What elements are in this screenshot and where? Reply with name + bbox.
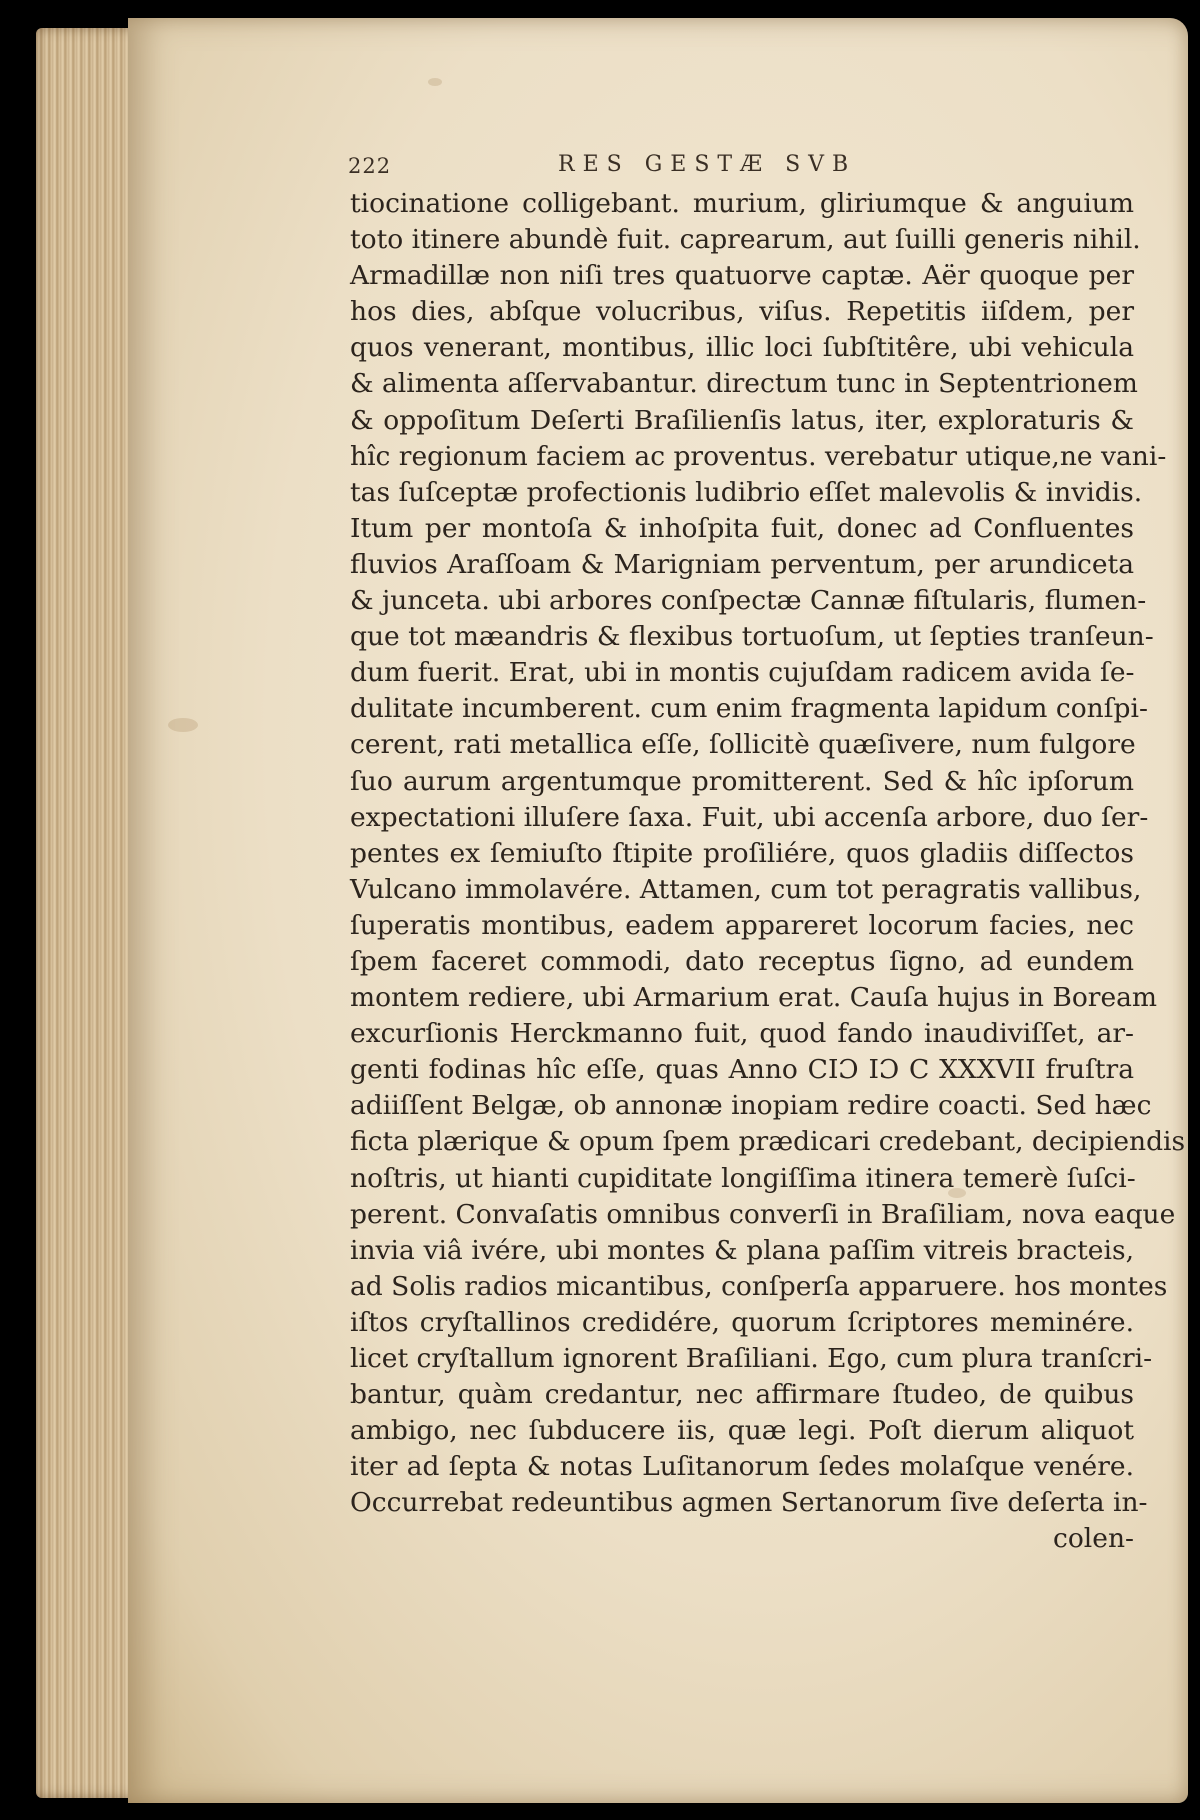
text-line: tiocinatione colligebant. murium, gliriumque & anguium: [350, 188, 1134, 219]
text-line: ad Solis radios micantibus, conſperſa apparuere. hos montes: [350, 1270, 1168, 1302]
foxing-stain: [428, 78, 442, 86]
text-line: ficta plærique & opum ſpem prædicari credebant, decipiendis: [350, 1126, 1186, 1158]
running-title: RES GESTÆ SVB: [558, 152, 857, 177]
text-line: ſuperatis montibus, eadem appareret locorum facies, nec: [350, 909, 1134, 941]
text-line: que tot mæandris & flexibus tortuoſum, ut ſepties tranſeun-: [350, 621, 1154, 653]
text-line: toto itinere abundè fuit. caprearum, aut ſuilli generis nihil.: [350, 224, 1141, 256]
text-line: bantur, quàm credantur, nec affirmare ſtudeo, de quibus: [350, 1379, 1134, 1411]
text-line: expectationi illuſere ſaxa. Fuit, ubi accenſa arbore, duo ſer-: [350, 801, 1149, 833]
text-line: noſtris, ut hianti cupiditate longiſſima itinera temerè ſuſci-: [350, 1162, 1136, 1194]
text-line: Vulcano immolavére. Attamen, cum tot peragratis vallibus,: [350, 873, 1142, 905]
text-line: perent. Convaſatis omnibus converſi in Braſiliam, nova eaque: [350, 1198, 1176, 1230]
text-line: tas ſuſceptæ profectionis ludibrio eſſet malevolis & invidis.: [350, 476, 1143, 508]
text-line: Itum per montoſa & inhoſpita fuit, donec ad Confluentes: [350, 512, 1134, 544]
foxing-stain: [168, 718, 198, 732]
text-line: ſpem faceret commodi, dato receptus ſigno, ad eundem: [350, 945, 1134, 977]
text-line: Occurrebat redeuntibus agmen Sertanorum ſive deſerta in-: [350, 1487, 1148, 1519]
text-line: hîc regionum faciem ac proventus. verebatur utique,ne vani-: [350, 440, 1167, 472]
text-line: invia viâ ivére, ubi montes & plana paſſim vitreis bracteis,: [350, 1234, 1134, 1266]
text-line: adiiſſent Belgæ, ob annonæ inopiam redire coacti. Sed hæc: [350, 1090, 1152, 1122]
text-line: dulitate incumberent. cum enim fragmenta lapidum conſpi-: [350, 693, 1148, 725]
catchword: colen-: [1053, 1523, 1134, 1555]
text-line: ſuo aurum argentumque promitterent. Sed & hîc ipſorum: [350, 765, 1134, 797]
page-number: 222: [348, 154, 392, 178]
text-line: ambigo, nec ſubducere iis, quæ legi. Poſt dierum aliquot: [350, 1415, 1134, 1447]
text-line: montem rediere, ubi Armarium erat. Cauſa hujus in Boream: [350, 982, 1158, 1014]
text-line: Armadillæ non niſi tres quatuorve captæ. Aër quoque per: [350, 260, 1134, 292]
page-header: [348, 148, 1128, 188]
text-line: iter ad ſepta & notas Luſitanorum ſedes molaſque venére.: [350, 1451, 1134, 1483]
text-line: hos dies, abſque volucribus, viſus. Repetitis iiſdem, per: [350, 296, 1134, 328]
text-line: licet cryſtallum ignorent Braſiliani. Ego, cum plura tranſcri-: [350, 1343, 1153, 1374]
text-line: fluvios Araſſoam & Marigniam perventum, per arundiceta: [350, 548, 1134, 580]
text-line: iſtos cryſtallinos credidére, quorum ſcriptores meminére.: [350, 1306, 1134, 1338]
text-line: genti fodinas hîc eſſe, quas Anno CIƆ IƆ C XXXVII fruſtra: [350, 1054, 1134, 1086]
text-line: & oppoſitum Deſerti Braſilienſis latus, iter, exploraturis &: [350, 404, 1134, 436]
body-text: [350, 186, 1186, 1558]
text-line: excurſionis Herckmanno fuit, quod fando inaudiviſſet, ar-: [350, 1018, 1134, 1050]
text-line: dum fuerit. Erat, ubi in montis cujuſdam radicem avida ſe-: [350, 657, 1135, 689]
text-line: & junceta. ubi arbores conſpectæ Cannæ fiſtularis, flumen-: [350, 585, 1147, 617]
text-line: & alimenta aſſervabantur. directum tunc in Septentrionem: [350, 368, 1138, 400]
text-line: quos venerant, montibus, illic loci ſubſtitêre, ubi vehicula: [350, 332, 1134, 364]
text-line: pentes ex ſemiuſto ſtipite proſiliére, quos gladiis diſſectos: [350, 837, 1134, 869]
text-line: cerent, rati metallica eſſe, ſollicitè quæſivere, num fulgore: [350, 729, 1136, 761]
